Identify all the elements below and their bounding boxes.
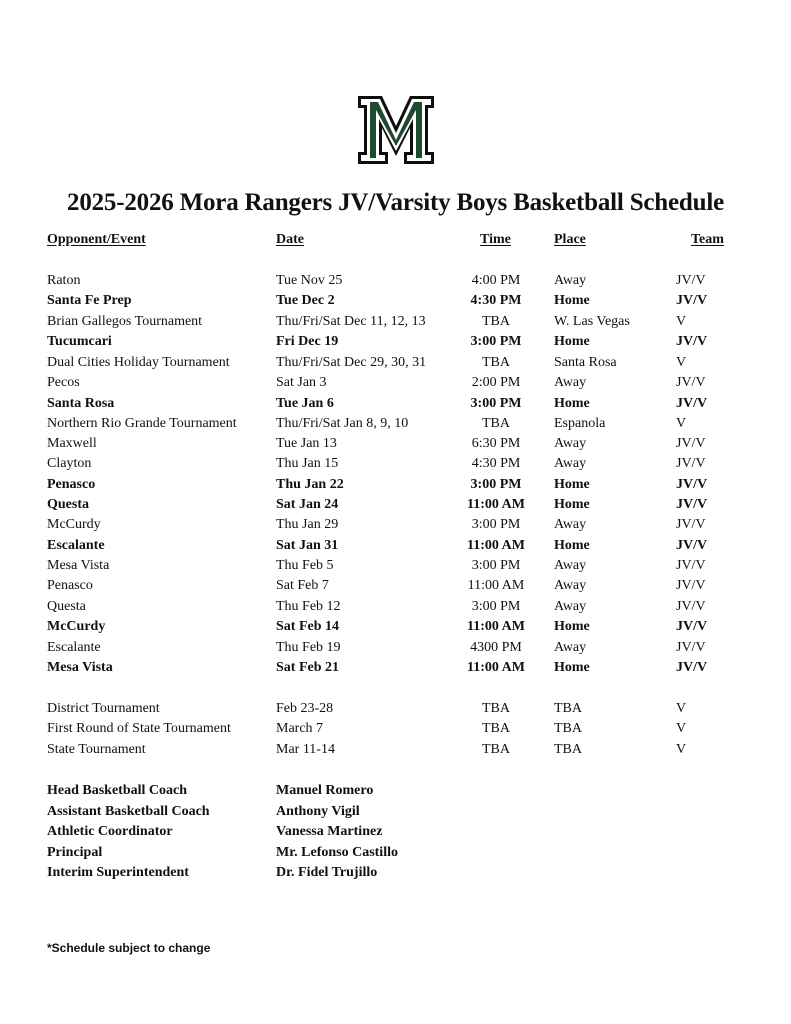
opponent: Clayton: [47, 456, 92, 471]
place: Home: [554, 497, 590, 512]
place: Home: [554, 660, 590, 675]
team: V: [676, 701, 687, 716]
date: Thu Jan 15: [276, 456, 339, 471]
team: JV/V: [676, 334, 708, 349]
place: Home: [554, 538, 590, 553]
date: Thu/Fri/Sat Jan 8, 9, 10: [276, 416, 409, 431]
time: 3:00 PM: [471, 558, 521, 573]
place: Away: [554, 517, 587, 532]
date: Fri Dec 19: [276, 334, 339, 349]
place: Home: [554, 619, 590, 634]
date: Thu Feb 12: [276, 599, 341, 614]
time: 3:00 PM: [471, 599, 521, 614]
staff-row: [0, 865, 791, 885]
place: Home: [554, 396, 590, 411]
team: JV/V: [676, 660, 708, 675]
opponent: Brian Gallegos Tournament: [47, 314, 203, 329]
date: Tue Jan 13: [276, 436, 337, 451]
opponent: Penasco: [47, 477, 96, 492]
staff-row: [0, 845, 791, 865]
date: Sat Jan 3: [276, 375, 327, 390]
opponent: McCurdy: [47, 517, 101, 532]
date: Thu Feb 19: [276, 640, 341, 655]
opponent: Raton: [47, 273, 81, 288]
schedule-row-home: [0, 660, 791, 680]
place: TBA: [554, 721, 582, 736]
staff-name: Mr. Lefonso Castillo: [276, 845, 398, 860]
date: Thu/Fri/Sat Dec 29, 30, 31: [276, 355, 427, 370]
staff-row: [0, 824, 791, 844]
team: JV/V: [676, 558, 706, 573]
team: V: [676, 721, 687, 736]
team: V: [676, 314, 687, 329]
staff-name: Manuel Romero: [276, 783, 374, 798]
staff-role: Head Basketball Coach: [47, 783, 188, 798]
time: 11:00 AM: [467, 660, 525, 675]
team: JV/V: [676, 517, 706, 532]
date: Tue Nov 25: [276, 273, 343, 288]
date: Thu Jan 22: [276, 477, 344, 492]
opponent: Penasco: [47, 578, 93, 593]
schedule-row: [0, 517, 791, 537]
place: Away: [554, 375, 587, 390]
team: JV/V: [676, 456, 706, 471]
time: 3:00 PM: [471, 517, 521, 532]
staff-role: Athletic Coordinator: [47, 824, 173, 839]
date: March 7: [276, 721, 324, 736]
page-title: 2025-2026 Mora Rangers JV/Varsity Boys Basketball Schedule: [67, 189, 724, 216]
header-team: Team: [691, 232, 724, 247]
team: JV/V: [676, 436, 706, 451]
staff-role: Interim Superintendent: [47, 865, 189, 880]
date: Sat Jan 24: [276, 497, 339, 512]
date: Tue Dec 2: [276, 293, 335, 308]
m-letter-icon: [356, 92, 436, 168]
schedule-row-home: [0, 497, 791, 517]
event: District Tournament: [47, 701, 160, 716]
postseason-row: [0, 701, 791, 721]
staff-name: Dr. Fidel Trujillo: [276, 865, 378, 880]
time: TBA: [482, 314, 510, 329]
opponent: Questa: [47, 599, 86, 614]
place: Away: [554, 456, 587, 471]
opponent: Tucumcari: [47, 334, 112, 349]
place: Away: [554, 273, 587, 288]
schedule-row: [0, 273, 791, 293]
header-time: Time: [480, 232, 511, 247]
time: 4300 PM: [470, 640, 522, 655]
opponent: Pecos: [47, 375, 80, 390]
time: 4:30 PM: [470, 293, 522, 308]
time: TBA: [482, 416, 510, 431]
place: Home: [554, 477, 590, 492]
schedule-row: [0, 456, 791, 476]
schedule-row-home: [0, 293, 791, 313]
schedule-row: [0, 578, 791, 598]
opponent: McCurdy: [47, 619, 106, 634]
place: TBA: [554, 742, 582, 757]
schedule-row-home: [0, 477, 791, 497]
mora-m-logo-icon: [356, 92, 436, 168]
team: JV/V: [676, 375, 706, 390]
time: 4:30 PM: [471, 456, 521, 471]
date: Thu Jan 29: [276, 517, 339, 532]
event: State Tournament: [47, 742, 146, 757]
place: Away: [554, 640, 587, 655]
team: JV/V: [676, 396, 708, 411]
time: TBA: [482, 701, 510, 716]
date: Mar 11-14: [276, 742, 335, 757]
place: Santa Rosa: [554, 355, 617, 370]
place: Home: [554, 334, 590, 349]
place: TBA: [554, 701, 582, 716]
schedule-row-home: [0, 538, 791, 558]
place: W. Las Vegas: [554, 314, 630, 329]
date: Sat Feb 7: [276, 578, 329, 593]
time: 4:00 PM: [471, 273, 521, 288]
time: 6:30 PM: [471, 436, 521, 451]
date: Feb 23-28: [276, 701, 334, 716]
team: JV/V: [676, 273, 706, 288]
date: Sat Feb 14: [276, 619, 339, 634]
opponent: Mesa Vista: [47, 558, 110, 573]
schedule-row: [0, 375, 791, 395]
opponent: Dual Cities Holiday Tournament: [47, 355, 230, 370]
schedule-row: [0, 558, 791, 578]
staff-row: [0, 804, 791, 824]
time: TBA: [482, 355, 510, 370]
time: 3:00 PM: [470, 396, 522, 411]
staff-name: Anthony Vigil: [276, 804, 360, 819]
opponent: Escalante: [47, 538, 105, 553]
schedule-row-home: [0, 334, 791, 354]
schedule-row: [0, 355, 791, 375]
staff-name: Vanessa Martinez: [276, 824, 383, 839]
team: JV/V: [676, 477, 708, 492]
opponent: Northern Rio Grande Tournament: [47, 416, 237, 431]
header-place: Place: [554, 232, 586, 247]
team: JV/V: [676, 497, 708, 512]
opponent: Escalante: [47, 640, 101, 655]
place: Away: [554, 578, 587, 593]
schedule-row-home: [0, 619, 791, 639]
staff-row: [0, 783, 791, 803]
time: TBA: [482, 721, 510, 736]
staff-role: Principal: [47, 845, 103, 860]
date: Thu/Fri/Sat Dec 11, 12, 13: [276, 314, 426, 329]
time: 3:00 PM: [470, 334, 522, 349]
postseason-row: [0, 721, 791, 741]
date: Sat Jan 31: [276, 538, 339, 553]
opponent: Santa Rosa: [47, 396, 115, 411]
postseason-row: [0, 742, 791, 762]
team: JV/V: [676, 640, 706, 655]
schedule-row: [0, 436, 791, 456]
schedule-row: [0, 599, 791, 619]
place: Away: [554, 599, 587, 614]
footnote: *Schedule subject to change: [47, 941, 211, 955]
time: 2:00 PM: [471, 375, 521, 390]
schedule-row: [0, 416, 791, 436]
schedule-row-home: [0, 396, 791, 416]
team: V: [676, 355, 687, 370]
place: Away: [554, 558, 587, 573]
opponent: Santa Fe Prep: [47, 293, 132, 308]
team: JV/V: [676, 578, 706, 593]
header-date: Date: [276, 232, 304, 247]
opponent: Mesa Vista: [47, 660, 113, 675]
time: TBA: [482, 742, 510, 757]
place: Away: [554, 436, 587, 451]
time: 3:00 PM: [470, 477, 522, 492]
team: JV/V: [676, 619, 708, 634]
date: Sat Feb 21: [276, 660, 339, 675]
opponent: Maxwell: [47, 436, 97, 451]
team: JV/V: [676, 538, 708, 553]
time: 11:00 AM: [467, 619, 525, 634]
date: Thu Feb 5: [276, 558, 334, 573]
time: 11:00 AM: [467, 497, 525, 512]
team: JV/V: [676, 293, 708, 308]
event: First Round of State Tournament: [47, 721, 231, 736]
team: V: [676, 742, 687, 757]
schedule-row: [0, 640, 791, 660]
time: 11:00 AM: [467, 538, 525, 553]
date: Tue Jan 6: [276, 396, 334, 411]
opponent: Questa: [47, 497, 89, 512]
staff-role: Assistant Basketball Coach: [47, 804, 210, 819]
place: Espanola: [554, 416, 606, 431]
team: V: [676, 416, 687, 431]
header-opponent: Opponent/Event: [47, 232, 146, 247]
schedule-row: [0, 314, 791, 334]
team: JV/V: [676, 599, 706, 614]
time: 11:00 AM: [467, 578, 525, 593]
place: Home: [554, 293, 590, 308]
